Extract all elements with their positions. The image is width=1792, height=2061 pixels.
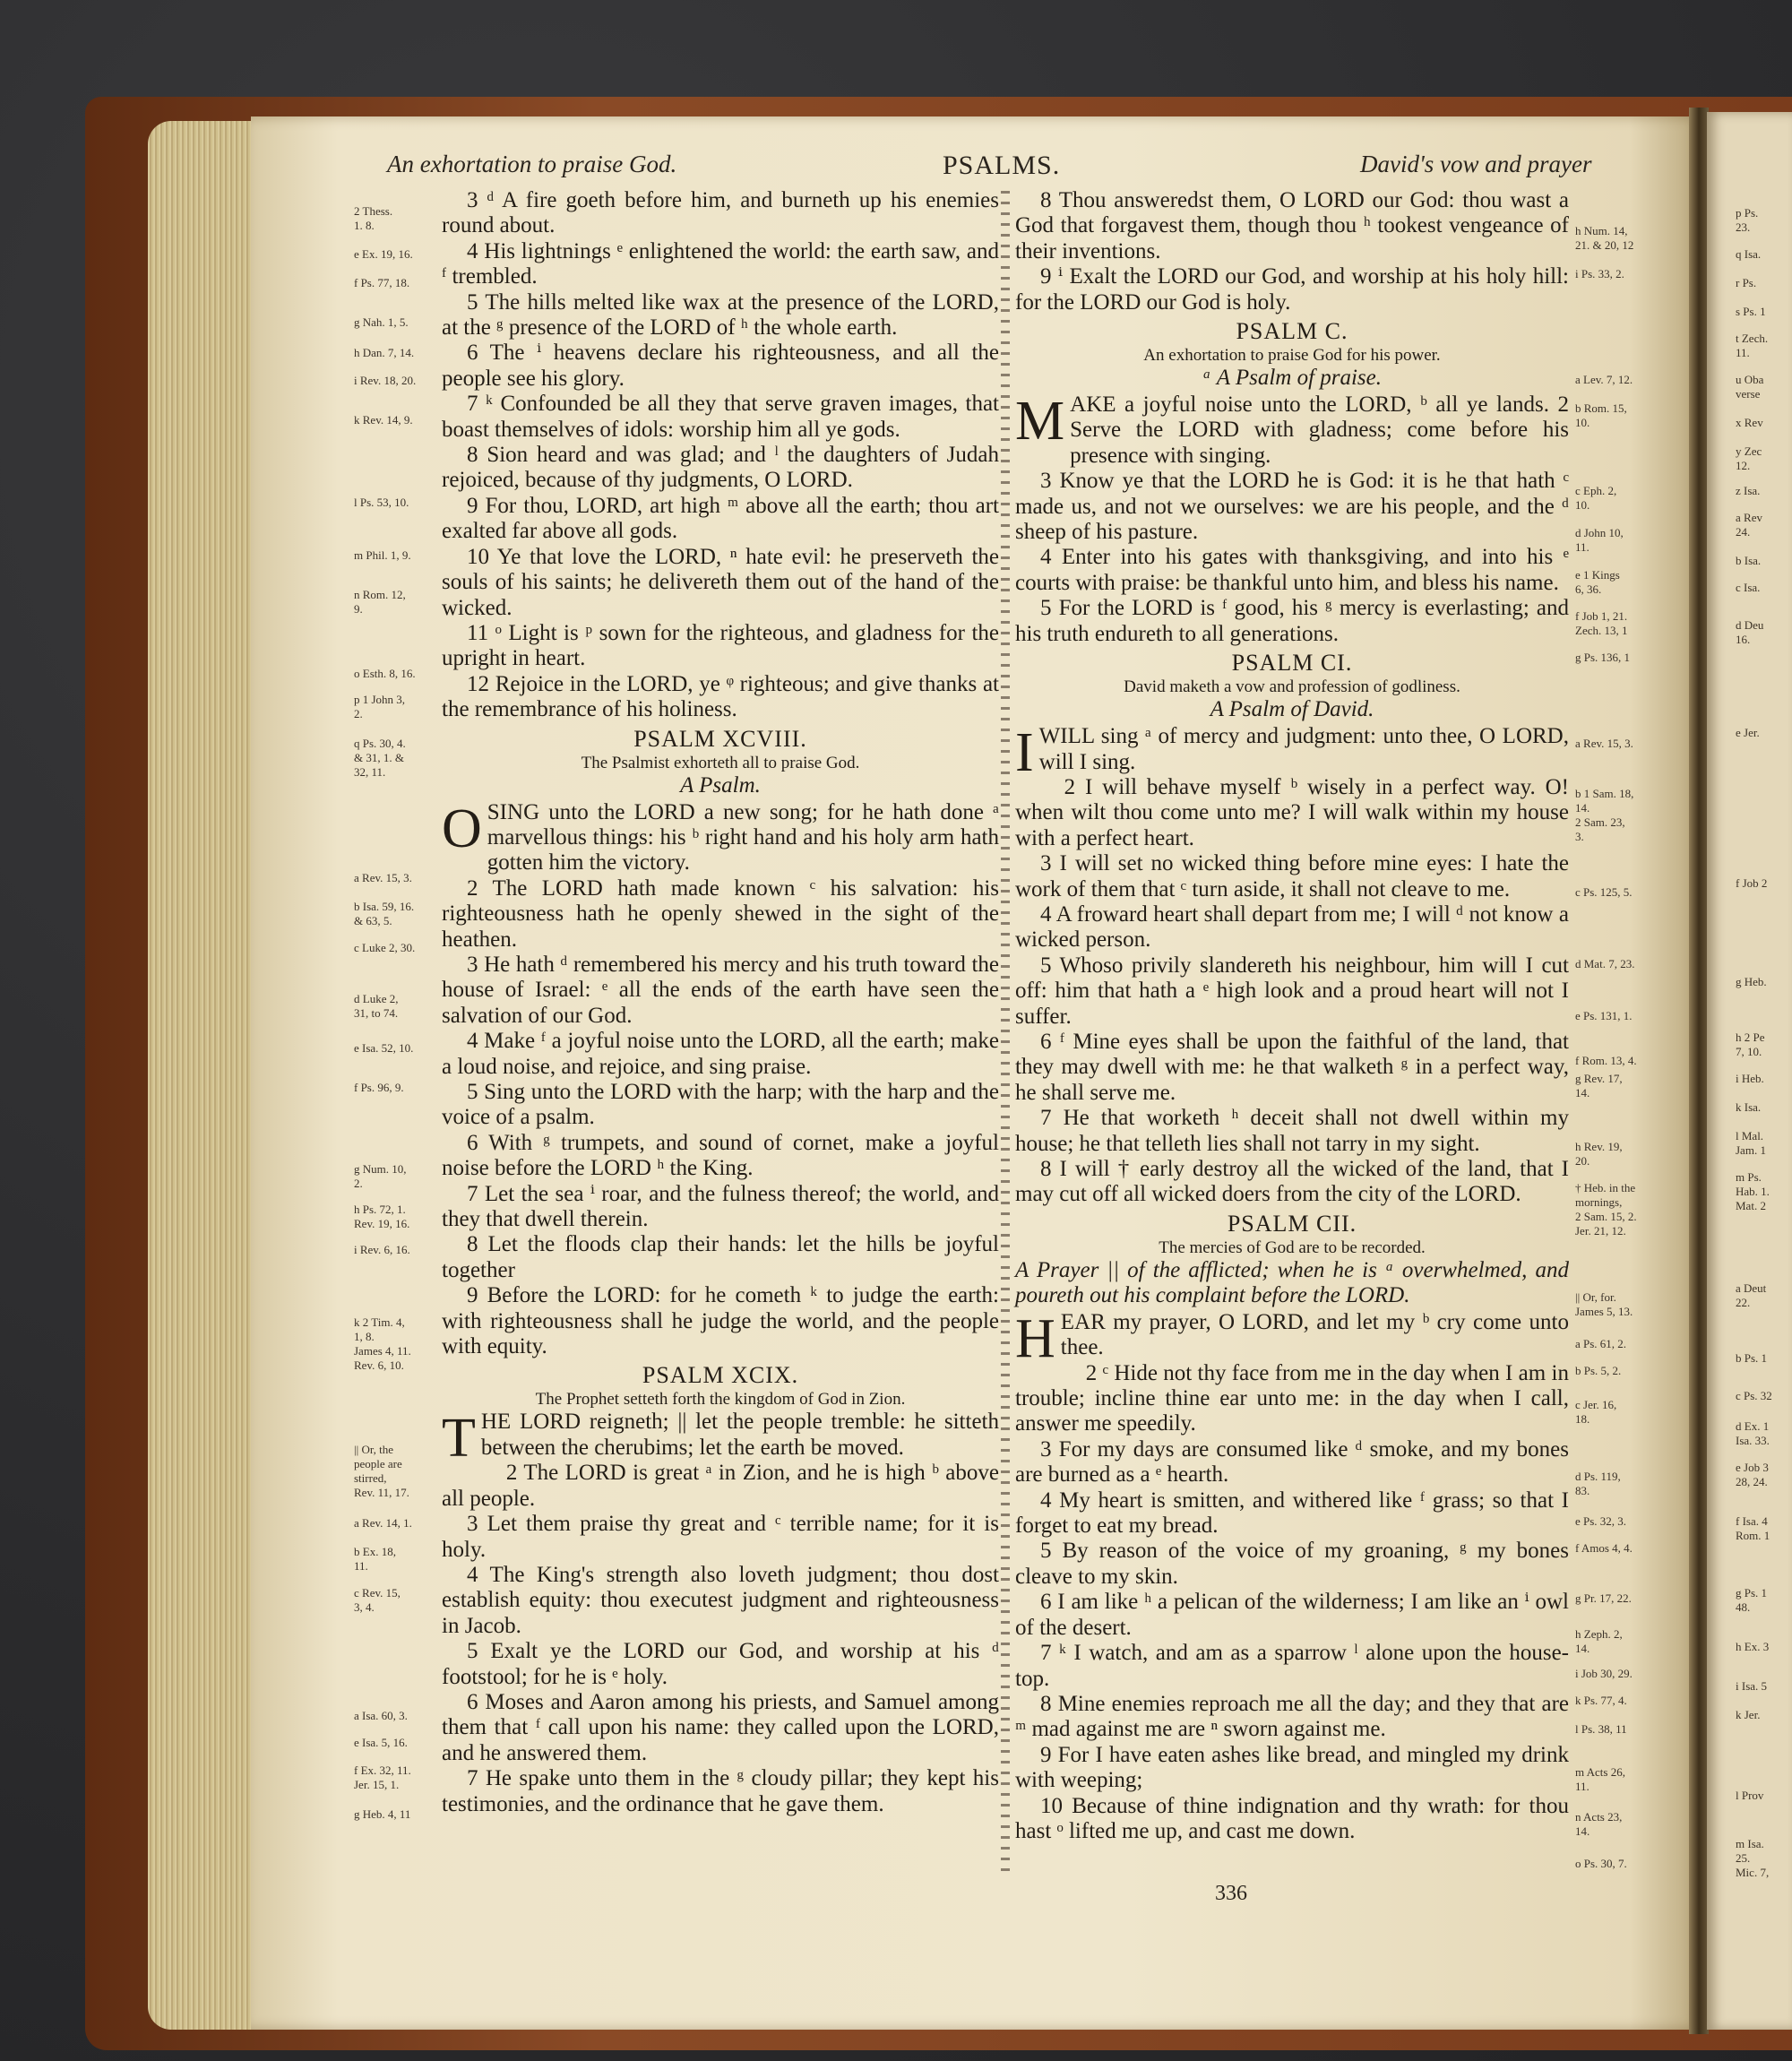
next-page-reference: p Ps. (1736, 206, 1759, 220)
cross-reference: 14. (1575, 1086, 1590, 1099)
psalm-summary: An exhortation to praise God for his power. (1143, 346, 1441, 366)
psalm-superscription: A Psalm of David. (1210, 697, 1374, 722)
psalm-superscription: A Prayer || of the afflicted; when he is ᵃ overwhelmed, and poureth out his complaint before the LORD. (1015, 1257, 1569, 1307)
cross-reference: d Luke 2, (354, 992, 399, 1005)
cross-reference: i Ps. 33, 2. (1575, 267, 1624, 280)
next-page-fragment (1707, 112, 1792, 2030)
next-page-reference: r Ps. (1736, 276, 1757, 289)
cross-reference: c Eph. 2, (1575, 484, 1617, 497)
next-page-reference: Jam. 1 (1736, 1143, 1766, 1157)
cross-reference: Rev. 6, 10. (354, 1358, 404, 1372)
cross-reference: & 31, 1. & (354, 751, 404, 764)
right-text-column (1015, 188, 1569, 1844)
verse: 8 Sion heard and was glad; and ˡ the daughters of Judah rejoiced, because of thy judgments, O LORD. (442, 443, 999, 493)
verse: 5 For the LORD is ᶠ good, his ᵍ mercy is everlasting; and his truth endureth to all generations. (1015, 596, 1569, 646)
next-page-reference: z Isa. (1736, 484, 1761, 497)
cross-reference: f Amos 4, 4. (1575, 1541, 1633, 1555)
cross-reference: b 1 Sam. 18, (1575, 787, 1634, 800)
page-number: 336 (1215, 1882, 1247, 1905)
psalm-superscription: ᵃ A Psalm of praise. (1202, 366, 1383, 391)
next-page-reference: Hab. 1. (1736, 1185, 1770, 1198)
psalm-heading: PSALM XCVIII. (633, 725, 807, 752)
cross-reference: d John 10, (1575, 526, 1624, 539)
verse: 6 With ᵍ trumpets, and sound of cornet, make a joyful noise before the LORD ʰ the King. (442, 1130, 999, 1181)
verse: 9 For I have eaten ashes like bread, and mingled my drink with weeping; (1015, 1742, 1569, 1793)
cross-reference: † Heb. in the (1575, 1181, 1636, 1194)
cross-reference: b Isa. 59, 16. (354, 900, 415, 913)
cross-reference: || Or, the (354, 1443, 394, 1456)
verse: 6 ᶠ Mine eyes shall be upon the faithful of the land, that they may dwell with me: he that walketh ᵍ in a perfect way, he shall serve me. (1015, 1029, 1569, 1105)
next-page-reference: 25. (1736, 1851, 1751, 1865)
verse: 6 I am like ʰ a pelican of the wilderness; I am like an ⁱ owl of the desert. (1015, 1590, 1569, 1640)
next-page-reference: 16. (1736, 633, 1751, 646)
cross-reference: h Ps. 72, 1. (354, 1203, 406, 1216)
psalm-heading: PSALM C. (1236, 318, 1348, 345)
cross-reference: c Luke 2, 30. (354, 941, 416, 954)
next-page-reference: 24. (1736, 525, 1751, 539)
cross-reference: 14. (1575, 801, 1590, 815)
cross-reference: b Ps. 5, 2. (1575, 1364, 1622, 1377)
book-gutter (1689, 108, 1709, 2034)
next-page-reference: 7, 10. (1736, 1045, 1762, 1058)
drop-cap: O (442, 798, 482, 859)
verse: 4 My heart is smitten, and withered like ᶠ grass; so that I forget to eat my bread. (1015, 1488, 1569, 1539)
cross-reference: & 63, 5. (354, 914, 392, 927)
cross-reference: f Ps. 77, 18. (354, 276, 410, 289)
cross-reference: 6, 36. (1575, 582, 1602, 596)
verse: 3 Know ye that the LORD he is God: it is he that hath ᶜ made us, and not we ourselves: we are his people, and the ᵈ sheep of his pasture. (1015, 469, 1569, 545)
cross-reference: James 4, 11. (354, 1344, 411, 1358)
next-page-reference: m Ps. (1736, 1170, 1762, 1184)
cross-reference: g Pr. 17, 22. (1575, 1591, 1632, 1605)
opening-verse (1015, 1307, 1569, 1369)
cross-reference: l Ps. 53, 10. (354, 496, 409, 509)
cross-reference: k Ps. 77, 4. (1575, 1694, 1627, 1707)
next-page-reference: f Isa. 4 (1736, 1514, 1768, 1528)
cross-reference: Rev. 19, 16. (354, 1217, 410, 1230)
cross-reference: m Phil. 1, 9. (354, 548, 411, 562)
cross-reference: g Heb. 4, 11 (354, 1807, 411, 1821)
cross-reference: James 5, 13. (1575, 1305, 1633, 1318)
next-page-reference: h Ex. 3 (1736, 1640, 1770, 1653)
cross-reference: a Ps. 61, 2. (1575, 1337, 1627, 1350)
verse: 5 The hills melted like wax at the presence of the LORD, at the ᵍ presence of the LORD of ʰ the whole earth. (442, 289, 999, 341)
cross-reference: 10. (1575, 416, 1590, 429)
cross-reference: 21. & 20, 12 (1575, 238, 1634, 252)
cross-reference: a Rev. 14, 1. (354, 1516, 412, 1530)
cross-reference: Zech. 13, 1 (1575, 624, 1628, 637)
verse: 9 Before the LORD: for he cometh ᵏ to judge the earth: with righteousness shall he judge the world, and the people with equity. (442, 1283, 999, 1359)
psalm-summary: The mercies of God are to be recorded. (1159, 1237, 1426, 1257)
cross-reference: a Rev. 15, 3. (1575, 737, 1633, 750)
verse: 3 I will set no wicked thing before mine eyes: I hate the work of them that ᶜ turn aside, it shall not cleave to me. (1015, 851, 1569, 901)
next-page-reference: Mic. 7, (1736, 1866, 1770, 1879)
next-page-reference: Rom. 1 (1736, 1529, 1770, 1542)
opening-verse (442, 1408, 999, 1470)
cross-reference: 1. 8. (354, 219, 375, 232)
verse: 5 Exalt ye the LORD our God, and worship at his ᵈ footstool; for he is ᵉ holy. (442, 1639, 999, 1689)
verse: 4 Make ᶠ a joyful noise unto the LORD, all the earth; make a loud noise, and rejoice, and sing praise. (442, 1029, 999, 1079)
next-page-reference: g Heb. (1736, 975, 1767, 988)
cross-reference: 2 Sam. 15, 2. (1575, 1210, 1637, 1223)
verse: 2 ᶜ Hide not thy face from me in the day when I am in trouble; incline thine ear unto me: in the day when I call, answer me speedily. (1015, 1360, 1569, 1436)
running-head-right: David's vow and prayer (1360, 151, 1592, 177)
cross-reference: n Acts 23, (1575, 1810, 1623, 1824)
next-page-reference: l Mal. (1736, 1129, 1764, 1143)
next-page-reference: x Rev (1736, 416, 1763, 429)
cross-reference: g Rev. 17, (1575, 1072, 1623, 1085)
verse-text: EAR my prayer, O LORD, and let my ᵇ cry come unto thee. (1060, 1309, 1569, 1360)
cross-reference: 11. (1575, 540, 1590, 554)
cross-reference: a Rev. 15, 3. (354, 871, 412, 884)
next-page-reference: Mat. 2 (1736, 1199, 1766, 1212)
cross-reference: p 1 John 3, (354, 693, 406, 706)
cross-reference: e Isa. 5, 16. (354, 1736, 408, 1749)
cross-reference: 2. (354, 707, 363, 720)
cross-reference: 2 Thess. (354, 204, 393, 218)
verse: 6 The ⁱ heavens declare his righteousness, and all the people see his glory. (442, 341, 999, 391)
cross-reference: Jer. 15, 1. (354, 1778, 400, 1791)
cross-reference: g Nah. 1, 5. (354, 315, 409, 329)
drop-cap: M (1015, 391, 1065, 453)
cross-reference: m Acts 26, (1575, 1765, 1625, 1779)
verse: 7 He that worketh ʰ deceit shall not dwell within my house; he that telleth lies shall not tarry in my sight. (1015, 1106, 1569, 1156)
drop-cap: I (1015, 722, 1034, 784)
verse: 2 The LORD is great ᵃ in Zion, and he is high ᵇ above all people. (442, 1461, 999, 1511)
running-head-left: An exhortation to praise God. (387, 151, 677, 177)
verse: 9 ⁱ Exalt the LORD our God, and worship at his holy hill: for the LORD our God is holy. (1015, 264, 1569, 315)
running-head-book-title: PSALMS. (943, 151, 1061, 180)
cross-reference: h Rev. 19, (1575, 1140, 1623, 1153)
cross-reference: o Esth. 8, 16. (354, 667, 416, 680)
verse: 7 Let the sea ⁱ roar, and the fulness thereof; the world, and they that dwell therein. (442, 1181, 999, 1232)
next-page-reference: k Isa. (1736, 1100, 1762, 1114)
cross-reference: 14. (1575, 1642, 1590, 1655)
verse: 5 Sing unto the LORD with the harp; with the harp and the voice of a psalm. (442, 1080, 999, 1130)
cross-reference: Rev. 11, 17. (354, 1486, 409, 1499)
cross-reference: n Rom. 12, (354, 588, 406, 601)
cross-reference: c Ps. 125, 5. (1575, 885, 1633, 899)
psalm-heading: PSALM CII. (1227, 1210, 1357, 1237)
next-page-reference: l Prov (1736, 1789, 1764, 1802)
next-page-reference: i Heb. (1736, 1072, 1764, 1085)
next-page-reference: 48. (1736, 1600, 1751, 1614)
next-page-reference: d Deu (1736, 618, 1764, 632)
cross-reference: 2 Sam. 23, (1575, 815, 1625, 829)
verse: 7 ᵏ Confounded be all they that serve graven images, that boast themselves of idols: worship him all ye gods. (442, 392, 999, 442)
cross-reference: 11. (354, 1559, 368, 1573)
cross-reference: stirred, (354, 1471, 387, 1485)
verse: 2 I will behave myself ᵇ wisely in a perfect way. O! when wilt thou come unto me? I will walk within my house with a perfect heart. (1015, 774, 1569, 850)
cross-reference: i Rev. 18, 20. (354, 374, 417, 387)
verse: 4 Enter into his gates with thanksgiving, and into his ᵉ courts with praise: be thankful unto him, and bless his name. (1015, 545, 1569, 595)
verse: 4 His lightnings ᵉ enlightened the world: the earth saw, and ᶠ trembled. (442, 238, 999, 289)
cross-reference: 2. (354, 1177, 363, 1190)
psalm-summary: David maketh a vow and profession of godliness. (1124, 677, 1460, 697)
cross-reference: 31, to 74. (354, 1006, 399, 1020)
next-page-reference: d Ex. 1 (1736, 1419, 1770, 1433)
verse: 3 For my days are consumed like ᵈ smoke, and my bones are burned as a ᵉ hearth. (1015, 1436, 1569, 1488)
cross-reference: || Or, for. (1575, 1290, 1616, 1304)
verse: 2 The LORD hath made known ᶜ his salvation: his righteousness hath he openly shewed in the sight of the heathen. (442, 875, 999, 952)
cross-reference: c Jer. 16, (1575, 1398, 1617, 1411)
verse: 10 Because of thine indignation and thy wrath: for thou hast ᵒ lifted me up, and cast me down. (1015, 1793, 1569, 1843)
cross-reference: e Isa. 52, 10. (354, 1041, 414, 1055)
next-page-reference: y Zec (1736, 444, 1762, 458)
psalm-heading: PSALM XCIX. (642, 1362, 799, 1389)
cross-reference: f Rom. 13, 4. (1575, 1054, 1637, 1067)
left-text-column (442, 188, 999, 1817)
next-page-reference: 11. (1736, 346, 1750, 359)
next-page-reference: e Jer. (1736, 726, 1760, 739)
next-page-reference: b Ps. 1 (1736, 1351, 1768, 1365)
cross-reference: 3. (1575, 830, 1584, 843)
verse: 9 For thou, LORD, art high ᵐ above all the earth; thou art exalted far above all gods. (442, 493, 999, 544)
cross-reference: people are (354, 1457, 402, 1470)
cross-reference: 20. (1575, 1154, 1590, 1168)
next-page-reference: s Ps. 1 (1736, 305, 1766, 318)
verse-text: SING unto the LORD a new song; for he hath done ᵃ marvellous things: his ᵇ right hand and his holy arm hath gotten him the victory. (487, 799, 999, 875)
cross-reference: g Ps. 136, 1 (1575, 651, 1631, 664)
verse: 5 By reason of the voice of my groaning, ᵍ my bones cleave to my skin. (1015, 1539, 1569, 1589)
cross-reference: f Ps. 96, 9. (354, 1081, 404, 1094)
verse: 6 Moses and Aaron among his priests, and Samuel among them that ᶠ call upon his name: they called upon the LORD, and he answered them. (442, 1689, 999, 1765)
psalm-summary: The Psalmist exhorteth all to praise God. (581, 753, 860, 772)
next-page-reference: a Rev (1736, 511, 1762, 524)
cross-reference: h Num. 14, (1575, 224, 1628, 237)
next-page-reference: verse (1736, 387, 1761, 401)
opening-verse (442, 800, 999, 876)
next-page-reference: 28, 24. (1736, 1475, 1768, 1488)
next-page-reference: c Isa. (1736, 581, 1761, 594)
next-page-reference: q Isa. (1736, 247, 1762, 261)
cross-reference: 32, 11. (354, 765, 386, 779)
verse: 3 ᵈ A fire goeth before him, and burneth up his enemies round about. (442, 188, 999, 238)
cross-reference: 18. (1575, 1412, 1590, 1426)
cross-reference: 14. (1575, 1824, 1590, 1838)
verse: 3 He hath ᵈ remembered his mercy and his truth toward the house of Israel: ᵉ all the ends of the earth have seen the salvation of our God. (442, 952, 999, 1028)
verse: 5 Whoso privily slandereth his neighbour, him will I cut off: him that hath a ᵉ high look and a proud heart will not I suffer. (1015, 953, 1569, 1029)
cross-reference: l Ps. 38, 11 (1575, 1722, 1627, 1736)
cross-reference: f Job 1, 21. (1575, 609, 1628, 623)
cross-reference: e Ps. 32, 3. (1575, 1514, 1627, 1528)
next-page-reference: 23. (1736, 220, 1751, 234)
cross-reference: Jer. 21, 12. (1575, 1224, 1626, 1237)
verse: 4 The King's strength also loveth judgment; thou dost establish equity: thou executest judgment and righteousness in Jacob. (442, 1562, 999, 1638)
next-page-reference: u Oba (1736, 373, 1764, 386)
cross-reference: c Rev. 15, (354, 1586, 401, 1600)
verse-text: AKE a joyful noise unto the LORD, ᵇ all ye lands. 2 Serve the LORD with gladness; come before his presence with singing. (1070, 392, 1569, 468)
cross-reference: a Lev. 7, 12. (1575, 373, 1633, 386)
drop-cap: H (1015, 1307, 1055, 1369)
verse: 11 ᵒ Light is ᵖ sown for the righteous, and gladness for the upright in heart. (442, 620, 999, 671)
verse: 7 ᵏ I watch, and am as a sparrow ˡ alone upon the house-top. (1015, 1641, 1569, 1691)
cross-reference: 1, 8. (354, 1330, 375, 1343)
page-edges (148, 121, 255, 2030)
verse: 8 I will † early destroy all the wicked of the land, that I may cut off all wicked doers from the city of the LORD. (1015, 1157, 1569, 1207)
psalm-heading: PSALM CI. (1231, 650, 1353, 677)
verse: 8 Mine enemies reproach me all the day; and they that are ᵐ mad against me are ⁿ sworn against me. (1015, 1691, 1569, 1742)
cross-reference: 83. (1575, 1484, 1590, 1497)
verse-text: WILL sing ᵃ of mercy and judgment: unto thee, O LORD, will I sing. (1038, 724, 1569, 774)
verse: 8 Thou answeredst them, O LORD our God: thou wast a God that forgavest them, though thou ʰ tookest vengeance of their inventions. (1015, 188, 1569, 263)
next-page-reference: f Job 2 (1736, 876, 1768, 890)
next-page-reference: b Isa. (1736, 554, 1762, 567)
cross-reference: 10. (1575, 498, 1590, 512)
cross-reference: h Zeph. 2, (1575, 1627, 1623, 1641)
next-page-reference: t Zech. (1736, 332, 1769, 345)
next-page-reference: h 2 Pe (1736, 1030, 1765, 1044)
cross-reference: b Rom. 15, (1575, 401, 1627, 415)
cross-reference: i Job 30, 29. (1575, 1667, 1633, 1680)
opening-verse (1015, 392, 1569, 469)
next-page-reference: Isa. 33. (1736, 1434, 1770, 1447)
next-page-reference: g Ps. 1 (1736, 1586, 1768, 1600)
cross-reference: 3, 4. (354, 1600, 375, 1614)
verse: 10 Ye that love the LORD, ⁿ hate evil: he preserveth the souls of his saints; he delivereth them out of the hand of the wicked. (442, 544, 999, 620)
cross-reference: 9. (354, 602, 363, 616)
opening-verse (1015, 722, 1569, 784)
cross-reference: g Num. 10, (354, 1162, 407, 1176)
cross-reference: i Rev. 6, 16. (354, 1243, 410, 1256)
next-page-reference: c Ps. 32 (1736, 1389, 1772, 1402)
cross-reference: e Ex. 19, 16. (354, 247, 413, 261)
verse: 7 He spake unto them in the ᵍ cloudy pillar; they kept his testimonies, and the ordinance that he gave them. (442, 1766, 999, 1816)
cross-reference: a Isa. 60, 3. (354, 1709, 408, 1722)
column-divider (1001, 186, 1010, 1871)
verse: 3 Let them praise thy great and ᶜ terrible name; for it is holy. (442, 1512, 999, 1562)
next-page-reference: k Jer. (1736, 1708, 1761, 1721)
next-page-reference: 22. (1736, 1296, 1751, 1309)
next-page-reference: i Isa. 5 (1736, 1679, 1768, 1693)
cross-reference: mornings, (1575, 1195, 1623, 1209)
cross-reference: q Ps. 30, 4. (354, 737, 406, 750)
next-page-reference: 12. (1736, 459, 1751, 472)
cross-reference: e 1 Kings (1575, 568, 1620, 582)
verse: 12 Rejoice in the LORD, ye ᵠ righteous; and give thanks at the remembrance of his holiness. (442, 671, 999, 722)
cross-reference: o Ps. 30, 7. (1575, 1857, 1627, 1870)
cross-reference: k 2 Tim. 4, (354, 1315, 405, 1329)
verse-text: HE LORD reigneth; || let the people tremble: he sitteth between the cherubims; let the earth be moved. (480, 1410, 999, 1460)
cross-reference: f Ex. 32, 11. (354, 1763, 411, 1777)
cross-reference: 11. (1575, 1780, 1590, 1793)
verse: 4 A froward heart shall depart from me; I will ᵈ not know a wicked person. (1015, 901, 1569, 953)
cross-reference: e Ps. 131, 1. (1575, 1009, 1633, 1022)
next-page-reference: m Isa. (1736, 1837, 1764, 1850)
cross-reference: k Rev. 14, 9. (354, 413, 413, 427)
next-page-reference: e Job 3 (1736, 1461, 1769, 1474)
cross-reference: d Mat. 7, 23. (1575, 957, 1635, 970)
cross-reference: h Dan. 7, 14. (354, 346, 415, 359)
verse: 8 Let the floods clap their hands: let the hills be joyful together (442, 1232, 999, 1282)
psalm-superscription: A Psalm. (680, 772, 761, 798)
cross-reference: d Ps. 119, (1575, 1470, 1621, 1483)
psalm-summary: The Prophet setteth forth the kingdom of God in Zion. (535, 1390, 906, 1410)
next-page-reference: a Deut (1736, 1281, 1767, 1295)
cross-reference: b Ex. 18, (354, 1545, 396, 1558)
drop-cap: T (442, 1408, 476, 1470)
